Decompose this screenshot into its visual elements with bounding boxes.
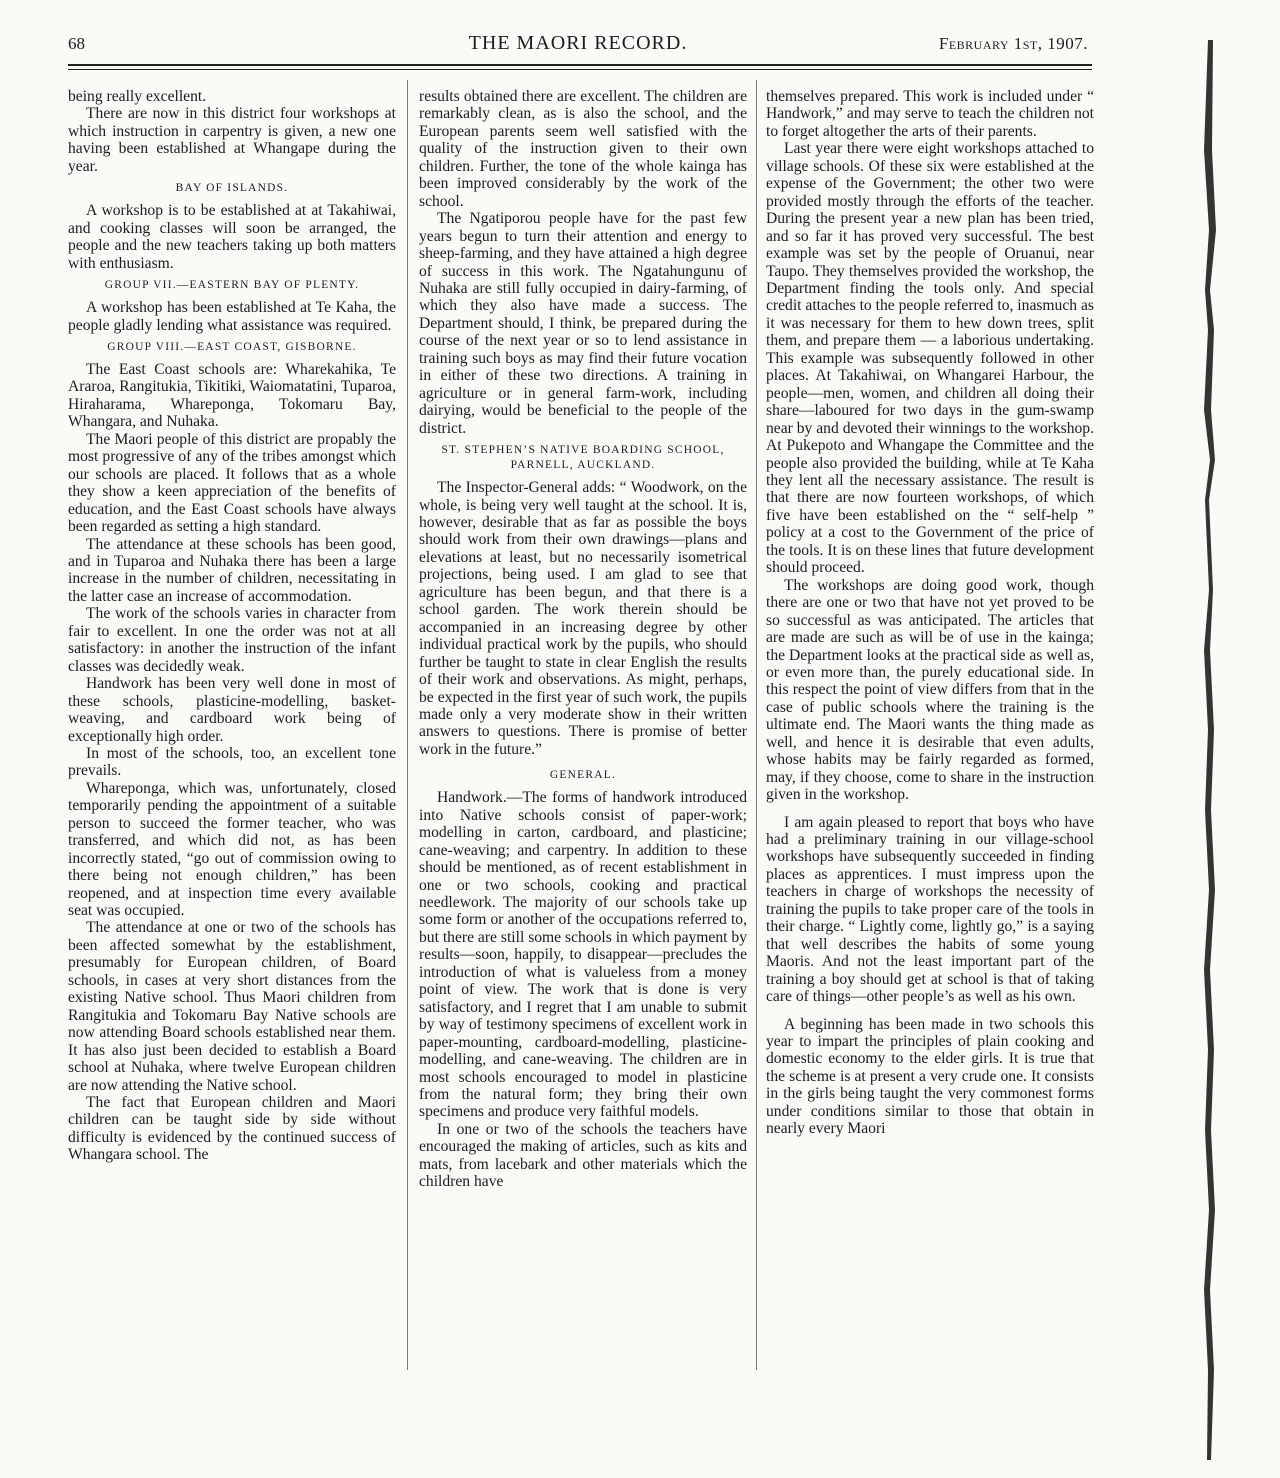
paragraph: A workshop has been established at Te Kaha, the people gladly lending what assistance was required. xyxy=(68,299,396,334)
paragraph: A beginning has been made in two schools this year to impart the principles of plain cooking and domestic economy to the elder girls. It is true that the scheme is at present a very crude one. It consists in the girls being taught the very commonest forms under conditions similar to those that obtain in nearly every Maori xyxy=(766,1015,1094,1138)
paragraph: The fact that European children and Maori children can be taught side by side without difficulty is evidenced by the continued success of Whangara school. The xyxy=(68,1094,396,1164)
section-heading: ST. STEPHEN’S NATIVE BOARDING SCHOOL, PARNELL, AUCKLAND. xyxy=(441,444,725,472)
section-heading: GENERAL. xyxy=(549,769,617,782)
issue-date: February 1st, 1907. xyxy=(938,34,1088,53)
paragraph: A workshop is to be established at at Takahiwai, and cooking classes will soon be arranged, the people and the new teachers taking up both matters with enthusiasm. xyxy=(68,202,396,272)
paragraph: The work of the schools varies in character from fair to excellent. In one the order was not at all satisfactory: in another the instruction of the infant classes was decidedly weak. xyxy=(68,605,396,675)
section-heading: GROUP VIII.—EAST COAST, GISBORNE. xyxy=(107,340,357,353)
paragraph: being really excellent. xyxy=(68,88,207,105)
paragraph: In most of the schools, too, an excellent tone prevails. xyxy=(68,744,396,780)
paragraph: The Maori people of this district are propably the most progressive of any of the tribes amongst which our schools are placed. It follows that as a whole they show a keen appreciation of the benefits of education, and the East Coast schools have always been regarded as setting a high standard. xyxy=(68,430,396,536)
paragraph: There are now in this district four workshops at which instruction in carpentry is given, a new one having been established at Whangape during the year. xyxy=(68,105,396,175)
paragraph: Handwork.—The forms of handwork introduced into Native schools consist of paper-work; modelling in carton, cardboard, and plasticine; cane-weaving; and carpentry. In addition to these should be mentioned, as of recent establishment in one or two schools, cooking and practical needlework. The majority of our schools take up some form or another of the occupations referred to, but there are still some schools in which payment by results—soon, happily, to disappear—precludes the introduction of what is valueless from a money point of view. The work that is done is very satisfactory, and I regret that I am unable to submit by way of testimony specimens of excellent work in paper-mounting, cardboard-modelling, plasticine-modelling, and cane-weaving. The children are in most schools encouraged to model in plasticine from the natural form; they bring their own specimens and produce very faithful models. xyxy=(419,789,747,1121)
paragraph: In one or two of the schools the teachers have encouraged the making of articles, such as kits and mats, from lacebark and other materials which the children have xyxy=(419,1120,747,1191)
paragraph: results obtained there are excellent. The children are remarkably clean, as is also the school, and the European parents seem well satisfied with the quality of the instruction given to their own children. Further, the tone of the whole kainga has been improved considerably by the work of the school. xyxy=(419,88,747,210)
column-divider xyxy=(407,80,408,1370)
paragraph: The Ngatiporou people have for the past few years begun to turn their attention and energy to sheep-farming, and they have attained a high degree of success in this work. The Ngatahungunu of Nuhaka are still fully occupied in dairy-farming, of which they also have made a success. The Department should, I think, be prepared during the course of the next year or so to lend assistance in training such boys as may find their future vocation in either of these two directions. A training in agriculture or in general farm-work, including dairying, would be beneficial to the people of the district. xyxy=(419,210,747,437)
column-divider xyxy=(756,80,757,1370)
paragraph: Whareponga, which was, unfortunately, closed temporarily pending the appointment of a suitable person to succeed the former teacher, who was transferred, and which did not, as has been incorrectly stated, “go out of commission owing to there being not enough children,” has been reopened, and at inspection time every available seat was occupied. xyxy=(68,779,396,920)
paragraph: The Inspector-General adds: “ Woodwork, on the whole, is being very well taught at the school. It is, however, desirable that as far as possible the boys should work from their own drawings—plans and elevations at least, but no necessarily isometrical projections, being used. I am glad to see that agriculture has been begun, and that there is a school garden. The work therein should be accompanied in an increasing degree by other individual practical work by the pupils, who should further be taught to state in clear English the results of their work and observations. As might, perhaps, be expected in the first year of such work, the pupils made only a very moderate show in their written answers to questions. There is promise of better work in the future.” xyxy=(419,479,747,758)
paragraph: The East Coast schools are: Wharekahika, Te Araroa, Rangitukia, Tikitiki, Waiomatatini, Tuparoa, Hiraharama, Whareponga, Tokomaru Bay, Whangara, and Nuhaka. xyxy=(68,360,396,431)
paragraph: themselves prepared. This work is included under “ Handwork,” and may serve to teach the children not to forget altogether the arts of their parents. xyxy=(766,88,1094,140)
torn-page-edge xyxy=(1190,30,1230,1470)
column-3 xyxy=(766,88,1094,1138)
paragraph: The workshops are doing good work, though there are one or two that have not yet proved to be so successful as was anticipated. The articles that are made are such as will be of use in the kainga; the Department looks at the practical side as well as, or even more than, the purely educational side. In this respect the point of view differs from that in the case of public schools where the training is the ultimate end. The Maori wants the thing made as well, and hence it is desirable that even adults, whose habits may be fairly regarded as formed, may, if they choose, come to share in the instruction given in the workshop. xyxy=(766,576,1094,804)
column-1 xyxy=(68,88,396,1164)
paragraph: The attendance at these schools has been good, and in Tuparoa and Nuhaka there has been a large increase in the number of children, necessitating in the latter case an increase of accommodation. xyxy=(68,535,396,605)
section-heading: GROUP VII.—EASTERN BAY OF PLENTY. xyxy=(104,279,360,292)
running-head xyxy=(68,34,1088,58)
page-number: 68 xyxy=(68,34,85,53)
publication-title: THE MAORI RECORD. xyxy=(468,32,688,54)
section-heading: BAY OF ISLANDS. xyxy=(175,182,289,195)
header-rule-thin xyxy=(68,69,1092,70)
column-2 xyxy=(419,88,747,1191)
paragraph: Last year there were eight workshops attached to village schools. Of these six were established at the expense of the Government; the other two were provided mostly through the efforts of the teacher. During the present year a new plan has been tried, and so far it has proved very successful. The best example was set by the people of Oruanui, near Taupo. They themselves provided the workshop, the Department finding the tools only. And special credit attaches to the people referred to, inasmuch as it was necessary for them to hew down trees, split them, and prepare them — a laborious undertaking. This example was subsequently followed in other places. At Takahiwai, on Whangarei Harbour, the people—men, women, and children all doing their share—laboured for two days in the gum-swamp near by and devoted their winnings to the workshop. At Pukepoto and Whangape the Committee and the people also provided the building, while at Te Kaha they lent all the necessary assistance. The result is that there are now fourteen workshops, of which five have been established on the “ self-help ” policy at a cost to the Government of the price of the tools. It is on these lines that future development should proceed. xyxy=(766,140,1094,577)
paragraph: Handwork has been very well done in most of these schools, plasticine-modelling, basket-weaving, and cardboard work being of exceptionally high order. xyxy=(68,675,396,745)
paragraph: I am again pleased to report that boys who have had a preliminary training in our village-school workshops have subsequently succeeded in finding places as apprentices. I must impress upon the teachers in charge of workshops the necessity of training the pupils to take proper care of the tools in their charge. “ Lightly come, lightly go,” is a saying that well describes the habits of some young Maoris. And not the least important part of the training a boy should get at school is that of taking care of things—other people’s as well as his own. xyxy=(766,813,1094,1006)
header-rule-thick xyxy=(68,64,1092,66)
paragraph: The attendance at one or two of the schools has been affected somewhat by the establishment, presumably for European children, of Board schools, in cases at very short distances from the existing Native school. Thus Maori children from Rangitukia and Tokomaru Bay Native schools are now attending Board schools established near them. It has also just been decided to establish a Board school at Nuhaka, where twelve European children are now attending the Native school. xyxy=(68,919,396,1094)
